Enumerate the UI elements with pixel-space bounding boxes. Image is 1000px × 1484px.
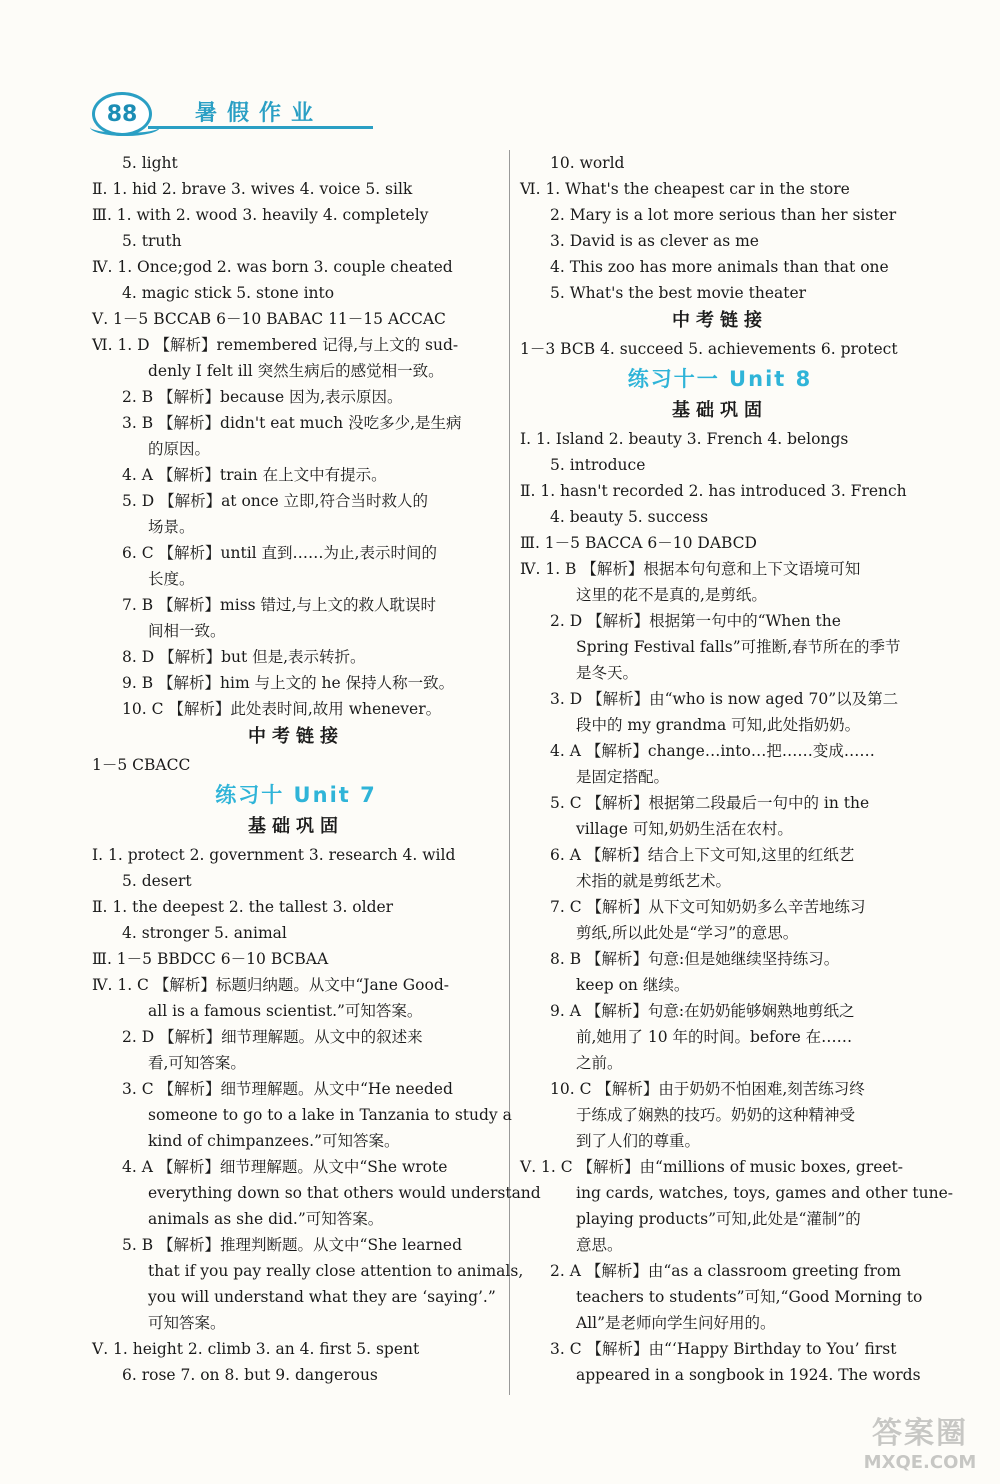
answer-line: Ⅱ. 1. hid 2. brave 3. wives 4. voice 5. silk (92, 180, 413, 198)
page-number: 88 (106, 101, 138, 127)
answer-line: all is a famous scientist.”可知答案。 (148, 1002, 423, 1020)
unit-heading: 练习十一 Unit 8 (627, 367, 813, 391)
answer-line: 前,她用了 10 年的时间。before 在…… (576, 1028, 853, 1046)
answer-line: 2. B 【解析】because 因为,表示原因。 (122, 388, 403, 406)
answer-line: everything down so that others would understand (148, 1184, 541, 1202)
answer-line: Ⅰ. 1. protect 2. government 3. research 4. wild (92, 846, 456, 864)
answer-line: 段中的 my grandma 可知,此处指奶奶。 (576, 716, 861, 734)
answer-line: Ⅲ. 1. with 2. wood 3. heavily 4. completely (92, 206, 429, 224)
answer-line: playing products”可知,此处是“灌制”的 (576, 1210, 861, 1228)
answer-line: 8. B 【解析】句意:但是她继续坚持练习。 (550, 950, 840, 968)
answer-line: 3. D 【解析】由“who is now aged 70”以及第二 (550, 690, 899, 708)
answer-line: Ⅲ. 1－5 BACCA 6－10 DABCD (520, 534, 757, 552)
answer-line: Ⅳ. 1. Once;god 2. was born 3. couple cheated (92, 258, 453, 276)
answer-line: 5. truth (122, 232, 182, 250)
answer-line: 1－5 CBACC (92, 756, 191, 774)
answer-line: 2. Mary is a lot more serious than her sister (550, 206, 897, 224)
answer-line: 2. A 【解析】由“as a classroom greeting from (550, 1262, 901, 1280)
answer-line: 看,可知答案。 (148, 1054, 246, 1072)
answer-line: 的原因。 (148, 440, 211, 458)
header-underline (148, 126, 373, 129)
answer-line: 场景。 (148, 518, 195, 536)
answer-line: 间相一致。 (148, 622, 226, 640)
page-header (90, 88, 375, 138)
answer-line: 是固定搭配。 (576, 768, 670, 786)
unit-heading: 练习十 Unit 7 (215, 783, 377, 807)
answer-line: 10. world (550, 154, 625, 172)
answer-line: Ⅲ. 1－5 BBDCC 6－10 BCBAA (92, 950, 329, 968)
answer-line: 4. This zoo has more animals than that one (550, 258, 889, 276)
answer-line: 6. A 【解析】结合上下文可知,这里的红纸艺 (550, 846, 855, 864)
answer-line: that if you pay really close attention to animals, (148, 1262, 524, 1280)
answer-line: you will understand what they are ‘saying’.” (148, 1288, 496, 1306)
answer-line: 到了人们的尊重。 (576, 1132, 701, 1150)
answer-line: Ⅰ. 1. Island 2. beauty 3. French 4. belongs (520, 430, 849, 448)
answer-line: 7. C 【解析】从下文可知奶奶多么辛苦地练习 (550, 898, 866, 916)
answer-line: Ⅵ. 1. What's the cheapest car in the store (520, 180, 850, 198)
answer-line: Ⅱ. 1. hasn't recorded 2. has introduced 3. French (520, 482, 907, 500)
answer-line: 4. beauty 5. success (550, 508, 709, 526)
answer-line: 术指的就是剪纸艺术。 (576, 872, 732, 890)
right-column (520, 150, 954, 1388)
answer-line: Ⅳ. 1. C 【解析】标题归纳题。从文中“Jane Good- (92, 976, 450, 994)
answer-line: denly I felt ill 突然生病后的感觉相一致。 (148, 362, 444, 380)
page-number-badge (92, 92, 152, 136)
answer-line: 于练成了娴熟的技巧。奶奶的这种精神受 (576, 1106, 856, 1124)
answer-line: 7. B 【解析】miss 错过,与上文的救人耽误时 (122, 596, 436, 614)
answer-line: 10. C 【解析】由于奶奶不怕困难,刻苦练习终 (550, 1080, 865, 1098)
answer-line: All”是老师向学生问好用的。 (576, 1314, 776, 1332)
answer-line: Ⅴ. 1－5 BCCAB 6－10 BABAC 11－15 ACCAC (92, 310, 446, 328)
answer-line: 9. B 【解析】him 与上文的 he 保持人称一致。 (122, 674, 455, 692)
answer-line: 2. D 【解析】根据第一句中的“When the (550, 612, 841, 630)
answer-line: someone to go to a lake in Tanzania to study a (148, 1106, 512, 1124)
watermark-logo (850, 1408, 990, 1478)
answer-line: 3. C 【解析】细节理解题。从文中“He needed (122, 1080, 453, 1098)
answer-line: 4. magic stick 5. stone into (122, 284, 335, 302)
answer-line: Ⅱ. 1. the deepest 2. the tallest 3. older (92, 898, 394, 916)
section-heading: 中考链接 (672, 310, 768, 331)
answer-line: village 可知,奶奶生活在农村。 (576, 820, 793, 838)
answer-line: 3. C 【解析】由“‘Happy Birthday to You’ first (550, 1340, 897, 1358)
answer-line: 4. A 【解析】train 在上文中有提示。 (122, 466, 387, 484)
answer-line: 5. C 【解析】根据第二段最后一句中的 in the (550, 794, 870, 812)
answer-line: Ⅴ. 1. height 2. climb 3. an 4. first 5. spent (92, 1340, 420, 1358)
answer-line: 5. What's the best movie theater (550, 284, 807, 302)
answer-line: 9. A 【解析】句意:在奶奶能够娴熟地剪纸之 (550, 1002, 855, 1020)
answer-line: 2. D 【解析】细节理解题。从文中的叙述来 (122, 1028, 423, 1046)
answer-line: animals as she did.”可知答案。 (148, 1210, 384, 1228)
answer-line: Ⅵ. 1. D 【解析】remembered 记得,与上文的 sud- (92, 336, 459, 354)
answer-line: 3. David is as clever as me (550, 232, 759, 250)
answer-line: 剪纸,所以此处是“学习”的意思。 (576, 924, 799, 942)
watermark-en: MXQE.COM (863, 1452, 977, 1473)
answer-line: 5. light (122, 154, 178, 172)
column-divider (509, 150, 510, 1395)
answer-line: 是冬天。 (576, 664, 639, 682)
answer-line: 1－3 BCB 4. succeed 5. achievements 6. protect (520, 340, 898, 358)
answer-line: 5. introduce (550, 456, 646, 474)
answer-line: 4. A 【解析】细节理解题。从文中“She wrote (122, 1158, 448, 1176)
answer-line: 可知答案。 (148, 1314, 226, 1332)
header-title: 暑假作业 (195, 101, 324, 126)
section-heading: 中考链接 (248, 726, 344, 747)
answer-line: Spring Festival falls”可推断,春节所在的季节 (576, 638, 901, 656)
answer-line: teachers to students”可知,“Good Morning to (576, 1288, 923, 1306)
answer-line: 3. B 【解析】didn't eat much 没吃多少,是生病 (122, 414, 462, 432)
answer-line: 6. rose 7. on 8. but 9. dangerous (122, 1366, 378, 1384)
answer-line: 10. C 【解析】此处表时间,故用 whenever。 (122, 700, 442, 718)
answer-line: keep on 继续。 (576, 976, 690, 994)
section-heading: 基础巩固 (672, 400, 768, 421)
answer-line: kind of chimpanzees.”可知答案。 (148, 1132, 400, 1150)
answer-line: 这里的花不是真的,是剪纸。 (576, 586, 767, 604)
answer-line: 4. A 【解析】change…into…把……变成…… (550, 742, 875, 760)
answer-line: ing cards, watches, toys, games and other tune- (576, 1184, 954, 1202)
section-heading: 基础巩固 (248, 816, 344, 837)
answer-line: Ⅴ. 1. C 【解析】由“millions of music boxes, greet- (520, 1158, 904, 1176)
answer-line: 5. D 【解析】at once 立即,符合当时救人的 (122, 492, 428, 510)
answer-line: 8. D 【解析】but 但是,表示转折。 (122, 648, 366, 666)
answer-line: 意思。 (576, 1236, 623, 1254)
answer-line: 之前。 (576, 1054, 623, 1072)
answer-line: 5. B 【解析】推理判断题。从文中“She learned (122, 1236, 463, 1254)
left-column (92, 150, 541, 1388)
answer-line: 长度。 (148, 570, 195, 588)
answer-line: appeared in a songbook in 1924. The words (576, 1366, 921, 1384)
watermark-cn: 答案圈 (872, 1416, 968, 1451)
answer-line: 4. stronger 5. animal (122, 924, 287, 942)
answer-line: 5. desert (122, 872, 192, 890)
answer-line: 6. C 【解析】until 直到……为止,表示时间的 (122, 544, 437, 562)
answer-line: Ⅳ. 1. B 【解析】根据本句句意和上下文语境可知 (520, 560, 861, 578)
